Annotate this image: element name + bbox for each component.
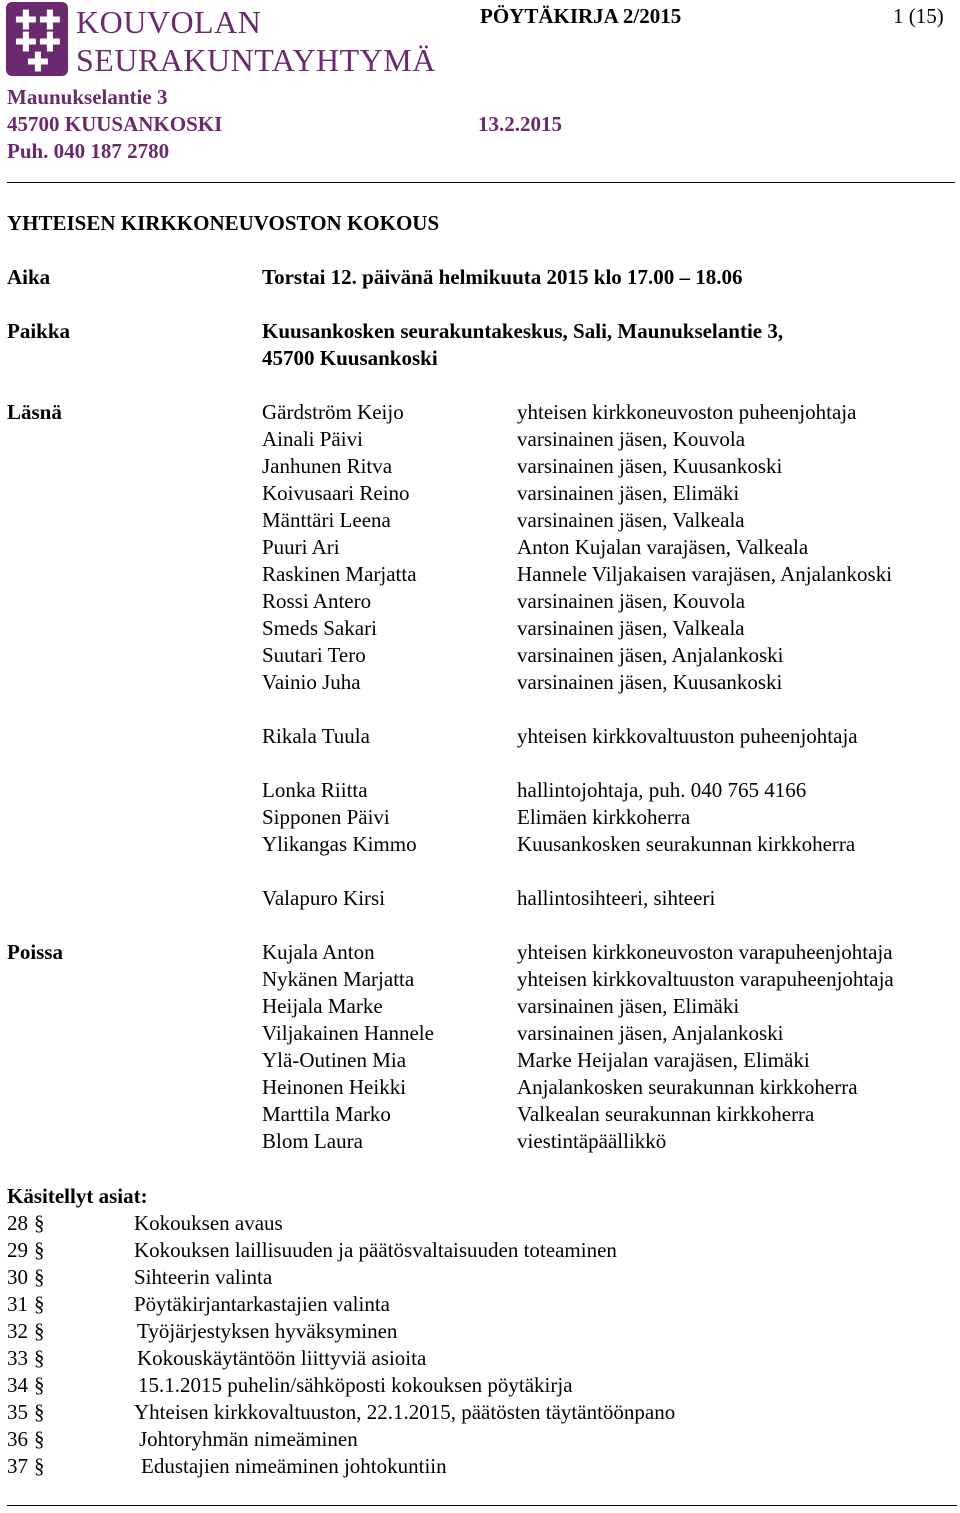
agenda-item-number: 34 [7, 1373, 28, 1397]
agenda-item-title: Kokouskäytäntöön liittyviä asioita [137, 1346, 427, 1370]
footer-divider [7, 1505, 957, 1506]
agenda-item-title: Kokouksen laillisuuden ja päätösvaltaisuuden toteaminen [134, 1238, 617, 1262]
section-sign: § [34, 1373, 45, 1397]
member-name: Mänttäri Leena [262, 508, 391, 532]
cross-icon: ✚ [27, 48, 49, 77]
member-role: varsinainen jäsen, Elimäki [517, 481, 740, 505]
logo-emblem [6, 2, 68, 76]
member-role: Anton Kujalan varajäsen, Valkeala [517, 535, 809, 559]
place-line1: Kuusankosken seurakuntakeskus, Sali, Maunukselantie 3, [262, 319, 784, 343]
attendee-role: hallintojohtaja, puh. 040 765 4166 [517, 778, 807, 802]
absent-role: Marke Heijalan varajäsen, Elimäki [517, 1048, 810, 1072]
meeting-title: YHTEISEN KIRKKONEUVOSTON KOKOUS [7, 211, 440, 235]
agenda-item-number: 28 [7, 1211, 28, 1235]
section-sign: § [34, 1319, 45, 1343]
document-date: 13.2.2015 [478, 112, 562, 136]
agenda-item-title: 15.1.2015 puhelin/sähköposti kokouksen pöytäkirja [138, 1373, 573, 1397]
member-role: Hannele Viljakaisen varajäsen, Anjalankoski [517, 562, 893, 586]
member-role: varsinainen jäsen, Kuusankoski [517, 454, 783, 478]
member-role: varsinainen jäsen, Kouvola [517, 427, 746, 451]
agenda-item-title: Edustajien nimeäminen johtokuntiin [141, 1454, 447, 1478]
member-role: varsinainen jäsen, Kouvola [517, 589, 746, 613]
section-sign: § [34, 1265, 45, 1289]
place-line2: 45700 Kuusankoski [262, 346, 438, 370]
cross-icon: ✚ [39, 6, 61, 35]
section-sign: § [34, 1292, 45, 1316]
council-chair-name: Rikala Tuula [262, 724, 370, 748]
member-name: Suutari Tero [262, 643, 366, 667]
absent-name: Ylä-Outinen Mia [262, 1048, 407, 1072]
cross-icon: ✚ [15, 6, 37, 35]
absent-role: varsinainen jäsen, Elimäki [517, 994, 740, 1018]
absent-role: Anjalankosken seurakunnan kirkkoherra [517, 1075, 858, 1099]
member-name: Gärdström Keijo [262, 400, 404, 424]
absent-name: Blom Laura [262, 1129, 363, 1153]
section-sign: § [34, 1211, 45, 1235]
absent-name: Viljakainen Hannele [262, 1021, 434, 1045]
cross-icon: ✚ [15, 28, 37, 57]
secretary-role: hallintosihteeri, sihteeri [517, 886, 716, 910]
section-sign: § [34, 1346, 45, 1370]
secretary-name: Valapuro Kirsi [262, 886, 386, 910]
phone-number: Puh. 040 187 2780 [7, 139, 170, 163]
attendee-name: Ylikangas Kimmo [262, 832, 417, 856]
member-name: Ainali Päivi [262, 427, 363, 451]
absent-name: Nykänen Marjatta [262, 967, 415, 991]
absent-name: Marttila Marko [262, 1102, 391, 1126]
agenda-item-number: 31 [7, 1292, 28, 1316]
member-role: varsinainen jäsen, Valkeala [517, 508, 745, 532]
agenda-item-number: 36 [7, 1427, 28, 1451]
section-sign: § [34, 1427, 45, 1451]
absent-role: yhteisen kirkkoneuvoston varapuheenjohtaja [517, 940, 893, 964]
member-name: Koivusaari Reino [262, 481, 410, 505]
agenda-item-number: 32 [7, 1319, 28, 1343]
member-name: Raskinen Marjatta [262, 562, 417, 586]
agenda-item-title: Pöytäkirjantarkastajien valinta [134, 1292, 390, 1316]
document-title: PÖYTÄKIRJA 2/2015 [480, 4, 682, 28]
attendee-name: Sipponen Päivi [262, 805, 390, 829]
member-name: Rossi Antero [262, 589, 372, 613]
agenda-item-title: Johtoryhmän nimeäminen [139, 1427, 358, 1451]
logo-text-line2: SEURAKUNTAYHTYMÄ [76, 42, 436, 78]
present-label: Läsnä [7, 400, 62, 424]
agenda-item-number: 33 [7, 1346, 28, 1370]
agenda-item-number: 37 [7, 1454, 28, 1478]
absent-role: Valkealan seurakunnan kirkkoherra [517, 1102, 815, 1126]
agenda-item-title: Yhteisen kirkkovaltuuston, 22.1.2015, päätösten täytäntöönpano [134, 1400, 676, 1424]
agenda-label: Käsitellyt asiat: [7, 1184, 148, 1208]
agenda-item-number: 35 [7, 1400, 28, 1424]
agenda-item-number: 30 [7, 1265, 28, 1289]
time-label: Aika [7, 265, 51, 289]
agenda-item-title: Kokouksen avaus [134, 1211, 283, 1235]
absent-role: yhteisen kirkkovaltuuston varapuheenjohtaja [517, 967, 894, 991]
member-role: yhteisen kirkkoneuvoston puheenjohtaja [517, 400, 857, 424]
agenda-item-number: 29 [7, 1238, 28, 1262]
section-sign: § [34, 1454, 45, 1478]
absent-name: Heinonen Heikki [262, 1075, 407, 1099]
council-chair-role: yhteisen kirkkovaltuuston puheenjohtaja [517, 724, 858, 748]
agenda-item-title: Sihteerin valinta [134, 1265, 273, 1289]
absent-label: Poissa [7, 940, 64, 964]
logo-text-line1: KOUVOLAN [76, 4, 262, 40]
member-name: Janhunen Ritva [262, 454, 393, 478]
member-role: varsinainen jäsen, Anjalankoski [517, 643, 784, 667]
page-number: 1 (15) [893, 4, 944, 28]
member-role: varsinainen jäsen, Valkeala [517, 616, 745, 640]
member-name: Vainio Juha [262, 670, 361, 694]
attendee-role: Kuusankosken seurakunnan kirkkoherra [517, 832, 856, 856]
agenda-item-title: Työjärjestyksen hyväksyminen [137, 1319, 398, 1343]
absent-role: varsinainen jäsen, Anjalankoski [517, 1021, 784, 1045]
member-name: Puuri Ari [262, 535, 340, 559]
member-role: varsinainen jäsen, Kuusankoski [517, 670, 783, 694]
cross-icon: ✚ [39, 28, 61, 57]
time-value: Torstai 12. päivänä helmikuuta 2015 klo 17.00 – 18.06 [262, 265, 743, 289]
member-name: Smeds Sakari [262, 616, 377, 640]
attendee-name: Lonka Riitta [262, 778, 368, 802]
place-label: Paikka [7, 319, 71, 343]
attendee-role: Elimäen kirkkoherra [517, 805, 691, 829]
section-sign: § [34, 1238, 45, 1262]
absent-name: Heijala Marke [262, 994, 383, 1018]
absent-role: viestintäpäällikkö [517, 1129, 667, 1153]
section-sign: § [34, 1400, 45, 1424]
absent-name: Kujala Anton [262, 940, 375, 964]
address-city: 45700 KUUSANKOSKI [7, 112, 223, 136]
header-divider [7, 182, 955, 183]
address-street: Maunukselantie 3 [7, 85, 168, 109]
